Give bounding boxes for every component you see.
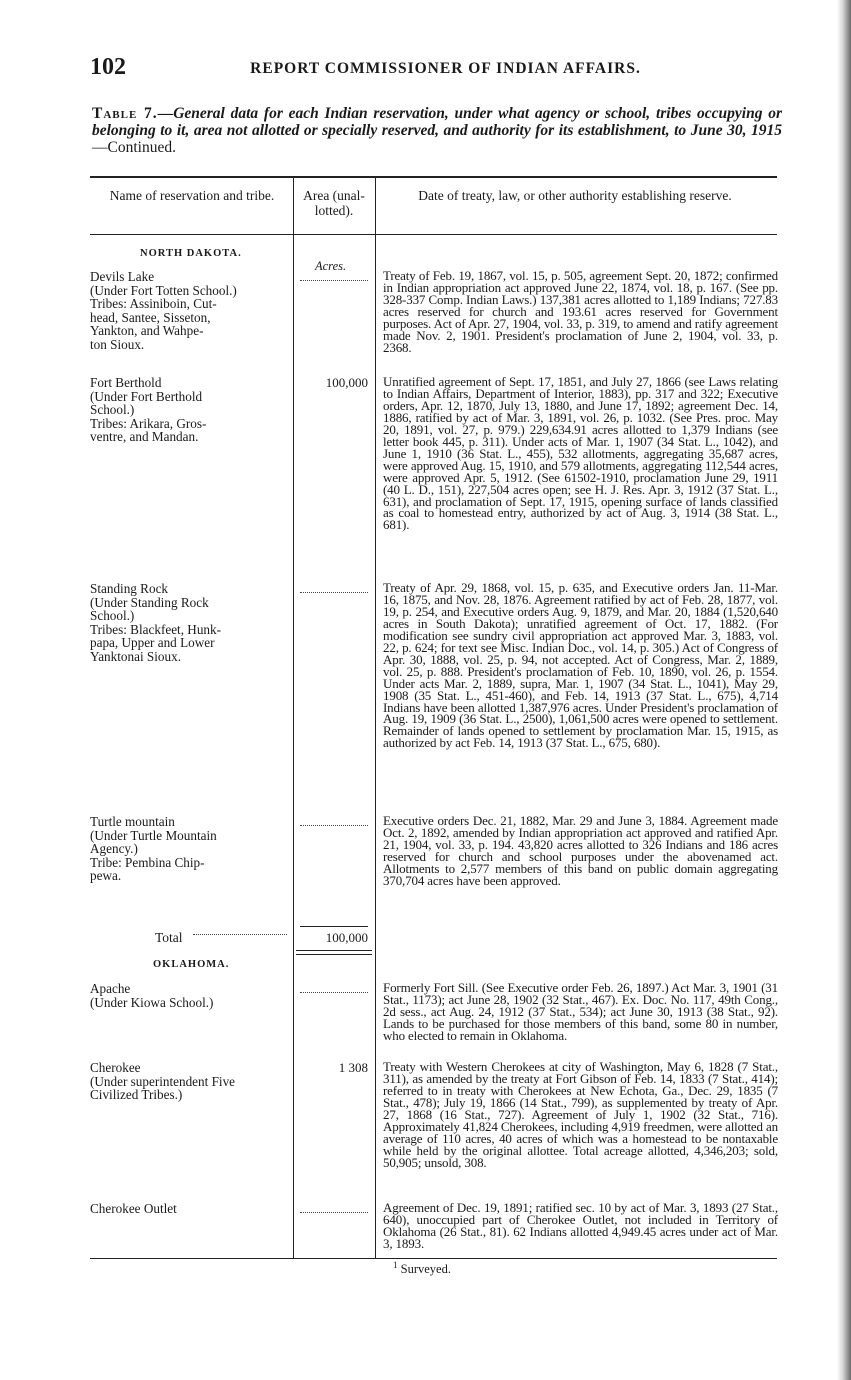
total-double-rule-b: [296, 954, 372, 955]
area-value: 100,000: [325, 375, 368, 390]
footnote-text: Surveyed.: [400, 1262, 451, 1277]
authority-text: Treaty with Western Cherokees at city of Washington, May 6, 1828 (7 Stat., 311), as amended by the treaty at Fort Gibson of Feb. 14, 1833 (7 Stat., 414); referred to in treaty with Cherokees at New Echota, Ga., Dec. 29, 1835 (7 Stat., 478); July 19, 1866 (14 Stat., 799), as supplemented by treaty of Apr. 27, 1868 (16 Stat., 727). Agreement of July 1, 1902 (32 Stat., 716). Approximately 41,824 Cherokees, including 4,919 freedmen, were allotted an average of 110 acres, 40 acres of which was a homestead to be nontaxable while held by the original allottee. Total acreage allotted, 4,346,203; sold, 50,905; unsold, 308.: [383, 1059, 778, 1170]
reservation-name: Devils Lake (Under Fort Totten School.) Tribes: Assiniboin, Cut- head, Santee, Sisseton, Yankton, and Wahpe- ton Sioux.: [90, 269, 237, 352]
total-top-rule: [300, 926, 368, 927]
authority-text: Unratified agreement of Sept. 17, 1851, and July 27, 1866 (see Laws relating to Indian Affairs, Department of Interior, 1883), pp. 317 and 322; Executive orders, Apr. 12, 1870, July 13, 1880, and June 17, 1892; agreement Dec. 14, 1886, ratified by act of Mar. 3, 1891, vol. 26, p. 1032. (See Pres. proc. May 20, 1891, vol. 27, p. 979.) 229,634.91 acres allotted to 1,379 Indians (see letter book 445, p. 311). Under acts of Mar. 1, 1907 (34 Stat. L., 1042), and June 1, 1910 (36 Stat. L., 455), 532 allotments, aggregating 35,687 acres, were approved Aug. 15, 1910, and 579 allotments, aggregating 112,544 acres, were approved Apr. 5, 1912. (See 61502-1910, proclamation June 29, 1911 (40 L. D., 151), 227,504 acres open; see H. J. Res. Apr. 3, 1912 (37 Stat. L., 631), and proclamation of Sept. 17, 1915, opening surface of lands classified as coal to homestead entry, authorized by act of Aug. 3, 1914 (38 Stat. L., 681).: [383, 374, 778, 533]
column-header-authority: Date of treaty, law, or other authority establishing reserve.: [418, 188, 732, 203]
area-value: 1 308: [338, 1060, 368, 1075]
total-value: 100,000: [325, 930, 368, 945]
table-label: Table 7.: [92, 105, 158, 122]
table-title: —General data for each Indian reservation, under what agency or school, tribes occupying or belonging to it, area not allotted or specially reserved, and authority for its establishment, to June 30, 1915: [92, 105, 782, 139]
reservation-name: Apache (Under Kiowa School.): [90, 981, 214, 1010]
table-top-rule: [90, 176, 777, 178]
authority-text: Agreement of Dec. 19, 1891; ratified sec. 10 by act of Mar. 3, 1893 (27 Stat., 640), unoccupied part of Cherokee Outlet, not included in Territory of Oklahoma (26 Stat., 81). 62 Indians allotted 4,949.45 acres under act of Mar. 3, 1893.: [383, 1200, 778, 1251]
reservation-name: Fort Berthold (Under Fort Berthold School.) Tribes: Arikara, Gros- ventre, and Mandan.: [90, 375, 207, 445]
page-number: 102: [90, 54, 126, 80]
area-leader-dots: [300, 825, 368, 826]
section-title-oklahoma: OKLAHOMA.: [153, 959, 230, 970]
authority-text: Treaty of Apr. 29, 1868, vol. 15, p. 635, and Executive orders Jan. 11-Mar. 16, 1875, and Nov. 28, 1876. Agreement ratified by act of Feb. 28, 1877, vol. 19, p. 254, and Executive orders Aug. 9, 1879, and Mar. 20, 1884 (1,520,640 acres in South Dakota); unratified agreement of Oct. 17, 1882. (For modification see sundry civil appropriation act approved Mar. 3, 1883, vol. 22, p. 624; for text see Misc. Indian Doc., vol. 14, p. 305.) Act of Congress of Apr. 30, 1888, vol. 25, p. 94, not accepted. Act of Congress, Mar. 2, 1889, vol. 25, p. 888. President's proclamation of Feb. 10, 1890, vol. 26, p. 1554. Under acts Mar. 2, 1889, supra, Mar. 1, 1907 (34 Stat. L., 1041), May 29, 1908 (35 Stat. L., 451-460), and Feb. 14, 1913 (37 Stat. L., 675), 4,714 Indians have been allotted 1,387,976 acres. Under President's proclamation of Aug. 19, 1909 (36 Stat. L., 2500), 1,061,500 acres were opened to settlement. Remainder of lands opened to settlement by proclamation Mar. 15, 1915, as authorized by act Feb. 14, 1913 (37 Stat. L., 675, 680).: [383, 580, 778, 751]
units-label: Acres.: [315, 259, 347, 273]
footnote: [393, 1260, 451, 1277]
column-divider-right: [375, 176, 376, 1258]
table-bottom-rule: [90, 1258, 777, 1259]
total-leader-dots: [193, 934, 287, 935]
area-leader-dots: [300, 280, 368, 281]
authority-text: Treaty of Feb. 19, 1867, vol. 15, p. 505, agreement Sept. 20, 1872; confirmed in Indian appropriation act approved June 22, 1874, vol. 18, p. 167. (See pp. 328-337 Comp. Indian Laws.) 137,381 acres allotted to 1,189 Indians; 727.83 acres reserved for church and 193.61 acres reserved for Government purposes. Act of Apr. 27, 1904, vol. 33, p. 319, to amend and ratify agreement made Nov. 2, 1901. President's proclamation of June 2, 1904, vol. 33, p. 2368.: [383, 268, 778, 355]
table-continued: —Continued.: [92, 139, 176, 156]
total-double-rule-a: [296, 950, 372, 951]
column-header-area: Area (unal-lotted).: [303, 188, 365, 218]
authority-text: Executive orders Dec. 21, 1882, Mar. 29 and June 3, 1884. Agreement made Oct. 2, 1892, amended by Indian appropriation act approved and ratified Apr. 21, 1904, vol. 33, p. 194. 43,820 acres allotted to 326 Indians and 186 acres reserved for church and school purposes under the abovenamed act. Allotments to 2,577 members of this band on public domain aggregating 370,704 acres have been approved.: [383, 813, 778, 888]
area-leader-dots: [300, 992, 368, 993]
section-title-north-dakota: NORTH DAKOTA.: [140, 248, 242, 259]
area-leader-dots: [300, 592, 368, 593]
page-edge-shadow: [837, 0, 851, 1380]
running-head: REPORT COMMISSIONER OF INDIAN AFFAIRS.: [250, 60, 641, 77]
table-caption: [92, 105, 782, 156]
reservation-name: Standing Rock (Under Standing Rock School.) Tribes: Blackfeet, Hunk- papa, Upper and Lower Yanktonai Sioux.: [90, 581, 221, 664]
area-leader-dots: [300, 1212, 368, 1213]
header-bottom-rule: [90, 234, 777, 235]
column-divider-left: [293, 176, 294, 1258]
reservation-name: Turtle mountain (Under Turtle Mountain Agency.) Tribe: Pembina Chip- pewa.: [90, 814, 217, 884]
footnote-mark: 1: [393, 1260, 398, 1270]
column-header-name: Name of reservation and tribe.: [109, 188, 275, 203]
reservation-name: Cherokee (Under superintendent Five Civilized Tribes.): [90, 1060, 236, 1103]
total-label: Total: [155, 930, 183, 945]
authority-text: Formerly Fort Sill. (See Executive order Feb. 26, 1897.) Act Mar. 3, 1901 (31 Stat., 1173); act June 28, 1902 (32 Stat., 467). Ex. Doc. No. 117, 49th Cong., 2d sess., act Aug. 24, 1912 (37 Stat., 534); act June 30, 1913 (38 Stat., 92). Lands to be purchased for those members of this band, some 80 in number, who elected to remain in Oklahoma.: [383, 980, 778, 1043]
reservation-name: Cherokee Outlet: [90, 1201, 177, 1216]
